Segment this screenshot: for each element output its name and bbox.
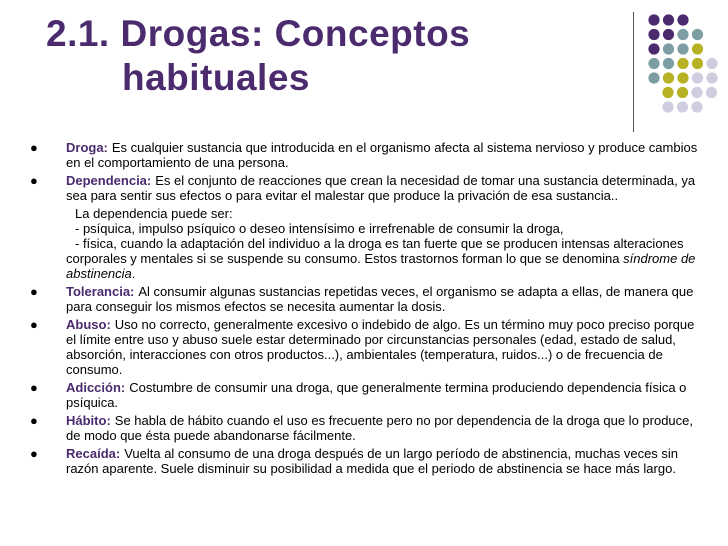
bullet-icon: ● xyxy=(30,446,38,461)
definition-text: Costumbre de consumir una droga, que generalmente termina produciendo dependencia física o psíquica. xyxy=(66,380,687,410)
term-label: Hábito: xyxy=(66,413,111,428)
decorative-dot xyxy=(677,58,688,69)
list-item-habito xyxy=(28,413,698,443)
slide-title xyxy=(46,12,470,100)
decorative-dot xyxy=(663,14,674,25)
decorative-dot xyxy=(648,58,659,69)
dependence-physical-text: - física, cuando la adaptación del individuo a la droga es tan fuerte que se producen intensas alteraciones corporales y mentales si se suspende su consumo. Estos trastornos forman lo que se denomina xyxy=(66,236,684,266)
dependence-intro: La dependencia puede ser: xyxy=(75,206,233,221)
definition-text: Al consumir algunas sustancias repetidas veces, el organismo se adapta a ellas, de manera que para conseguir los mismos efectos se necesita aumentar la dosis. xyxy=(66,284,694,314)
list-item-abuso xyxy=(28,317,698,377)
list-item-recaida xyxy=(28,446,698,476)
definition-text: Es el conjunto de reacciones que crean la necesidad de tomar una sustancia determinada, ya sea para sentir sus efectos o para evitar el malestar que produce la privación de esa sustancia.. xyxy=(66,173,696,203)
decorative-dot xyxy=(662,87,673,98)
decorative-dot xyxy=(692,29,703,40)
abstinence-syndrome-term: síndrome de abstinencia xyxy=(66,251,696,281)
decorative-dot xyxy=(648,29,659,40)
bullet-icon: ● xyxy=(30,173,38,188)
term-label: Tolerancia: xyxy=(66,284,135,299)
decorative-dot xyxy=(706,87,717,98)
decorative-dot xyxy=(691,101,702,112)
definition-text: Se habla de hábito cuando el uso es frecuente pero no por dependencia de la droga que lo produce, de modo que ésta puede abandonarse fácilmente. xyxy=(66,413,693,443)
decorative-dot xyxy=(692,72,703,83)
bullet-icon: ● xyxy=(30,284,38,299)
decorative-dot xyxy=(648,14,659,25)
decorative-dot xyxy=(691,87,702,98)
list-item-droga xyxy=(28,140,698,170)
decorative-dot xyxy=(663,43,674,54)
term-label: Abuso: xyxy=(66,317,111,332)
list-item-adiccion xyxy=(28,380,698,410)
term-label: Recaída: xyxy=(66,446,121,461)
bullet-icon: ● xyxy=(30,140,38,155)
definitions-list-container xyxy=(28,140,698,479)
decorative-dot xyxy=(663,58,674,69)
definition-text: Es cualquier sustancia que introducida en el organismo afecta al sistema nervioso y produce cambios en el comportamiento de una persona. xyxy=(66,140,698,170)
decorative-dot xyxy=(677,43,688,54)
term-label: Adicción: xyxy=(66,380,126,395)
list-item-dependencia xyxy=(28,173,698,281)
decorative-dot xyxy=(677,72,688,83)
dependence-psychic: - psíquica, impulso psíquico o deseo intensísimo e irrefrenable de consumir la droga, xyxy=(75,221,564,236)
decorative-dot xyxy=(692,58,703,69)
decorative-dot xyxy=(677,29,688,40)
term-label: Dependencia: xyxy=(66,173,152,188)
slide-title-line2: habituales xyxy=(122,57,310,98)
list-item-tolerancia xyxy=(28,284,698,314)
dependence-physical xyxy=(66,236,698,281)
decorative-dot xyxy=(677,101,688,112)
bullet-icon: ● xyxy=(30,380,38,395)
decorative-dot xyxy=(648,72,659,83)
term-label: Droga: xyxy=(66,140,108,155)
decorative-dot xyxy=(648,43,659,54)
decorative-dot xyxy=(663,72,674,83)
definition-text: Uso no correcto, generalmente excesivo o indebido de algo. Es un término muy poco preciso porque el límite entre uso y abuso suele estar determinado por circunstancias personales (edad, estado de salud, absorción, interacciones con otros productos...), ambientales (temperatura, ruidos...) o de frecuencia de consumo. xyxy=(66,317,695,377)
decorative-dot xyxy=(692,43,703,54)
definitions-list xyxy=(28,140,698,476)
decorative-dot xyxy=(663,29,674,40)
decorative-dot xyxy=(677,87,688,98)
bullet-icon: ● xyxy=(30,317,38,332)
slide-title-line1: 2.1. Drogas: Conceptos xyxy=(46,13,471,54)
decorative-divider-line xyxy=(633,12,634,132)
definition-text: Vuelta al consumo de una droga después de un largo período de abstinencia, muchas veces sin razón aparente. Suele disminuir su posibilidad a medida que el periodo de abstinencia se hace más largo. xyxy=(66,446,679,476)
dependence-physical-end: . xyxy=(131,266,136,281)
bullet-icon: ● xyxy=(30,413,38,428)
decorative-dot xyxy=(706,72,717,83)
decorative-dot xyxy=(706,58,717,69)
decorative-dot xyxy=(662,101,673,112)
decorative-dot xyxy=(677,14,688,25)
